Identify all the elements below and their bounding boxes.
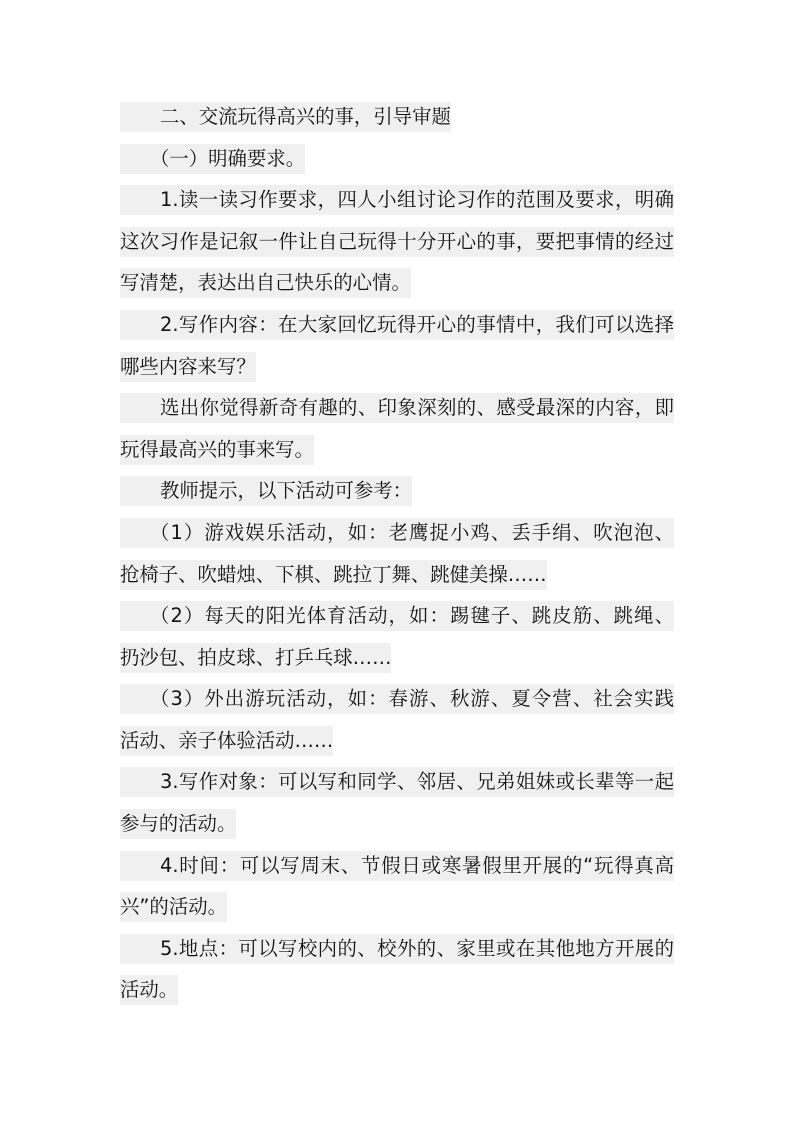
paragraph-line: 3.写作对象：可以写和同学、邻居、兄弟姐妹或长辈等一起 <box>120 767 674 797</box>
paragraph-line: （3）外出游玩活动，如：春游、秋游、夏令营、社会实践 <box>120 684 674 714</box>
paragraph-item-2 <box>120 304 674 387</box>
paragraph-line: 选出你觉得新奇有趣的、印象深刻的、感受最深的内容，即 <box>120 393 674 423</box>
paragraph-line: 教师提示，以下活动可参考： <box>120 476 412 506</box>
paragraph-line: 活动、亲子体验活动…… <box>120 726 333 756</box>
paragraph-selection <box>120 387 674 470</box>
paragraph-line: 2.写作内容：在大家回忆玩得开心的事情中，我们可以选择 <box>120 310 674 340</box>
text-line <box>120 221 674 263</box>
text-line <box>120 845 674 887</box>
text-line <box>120 429 674 471</box>
paragraph-line: 扔沙包、拍皮球、打乒乓球…… <box>120 643 391 673</box>
text-line <box>120 387 674 429</box>
text-line <box>120 762 674 804</box>
paragraph-item-4 <box>120 845 674 928</box>
paragraph-line: 写清楚，表达出自己快乐的心情。 <box>120 268 411 298</box>
activity-list-item-3 <box>120 679 674 762</box>
section-heading <box>120 96 674 138</box>
paragraph-line: 这次习作是记叙一件让自己玩得十分开心的事，要把事情的经过 <box>120 227 674 257</box>
document-body <box>120 96 674 1011</box>
text-line <box>120 637 674 679</box>
subsection-heading <box>120 138 674 180</box>
text-line <box>120 554 674 596</box>
text-line <box>120 179 674 221</box>
text-line <box>120 96 674 138</box>
text-line <box>120 595 674 637</box>
paragraph-item-3 <box>120 762 674 845</box>
text-line <box>120 512 674 554</box>
paragraph-line: 1.读一读习作要求，四人小组讨论习作的范围及要求，明确 <box>120 185 674 215</box>
activity-list-item-1 <box>120 512 674 595</box>
text-line <box>120 803 674 845</box>
paragraph-line: 抢椅子、吹蜡烛、下棋、跳拉丁舞、跳健美操…… <box>120 560 547 590</box>
paragraph-line: 5.地点：可以写校内的、校外的、家里或在其他地方开展的 <box>120 934 674 964</box>
text-line <box>120 346 674 388</box>
paragraph-line: 4.时间：可以写周末、节假日或寒暑假里开展的“玩得真高 <box>120 851 674 881</box>
text-line <box>120 720 674 762</box>
text-line <box>120 304 674 346</box>
paragraph-teacher-tip <box>120 471 674 513</box>
paragraph-item-5 <box>120 928 674 1011</box>
paragraph-line: 活动。 <box>120 975 178 1005</box>
text-line <box>120 928 674 970</box>
paragraph-line: 参与的活动。 <box>120 809 236 839</box>
text-line <box>120 263 674 305</box>
paragraph-line: 兴”的活动。 <box>120 892 227 922</box>
subheading-text: （一）明确要求。 <box>120 144 305 174</box>
text-line <box>120 970 674 1012</box>
paragraph-line: 玩得最高兴的事来写。 <box>120 435 314 465</box>
text-line <box>120 471 674 513</box>
text-line <box>120 138 674 180</box>
paragraph-line: （2）每天的阳光体育活动，如：踢毽子、跳皮筋、跳绳、 <box>120 601 674 631</box>
paragraph-line: 哪些内容来写？ <box>120 352 256 382</box>
text-line <box>120 679 674 721</box>
paragraph-line: （1）游戏娱乐活动，如：老鹰捉小鸡、丢手绢、吹泡泡、 <box>120 518 674 548</box>
text-line <box>120 886 674 928</box>
heading-text: 二、交流玩得高兴的事，引导审题 <box>120 102 451 132</box>
paragraph-item-1 <box>120 179 674 304</box>
activity-list-item-2 <box>120 595 674 678</box>
